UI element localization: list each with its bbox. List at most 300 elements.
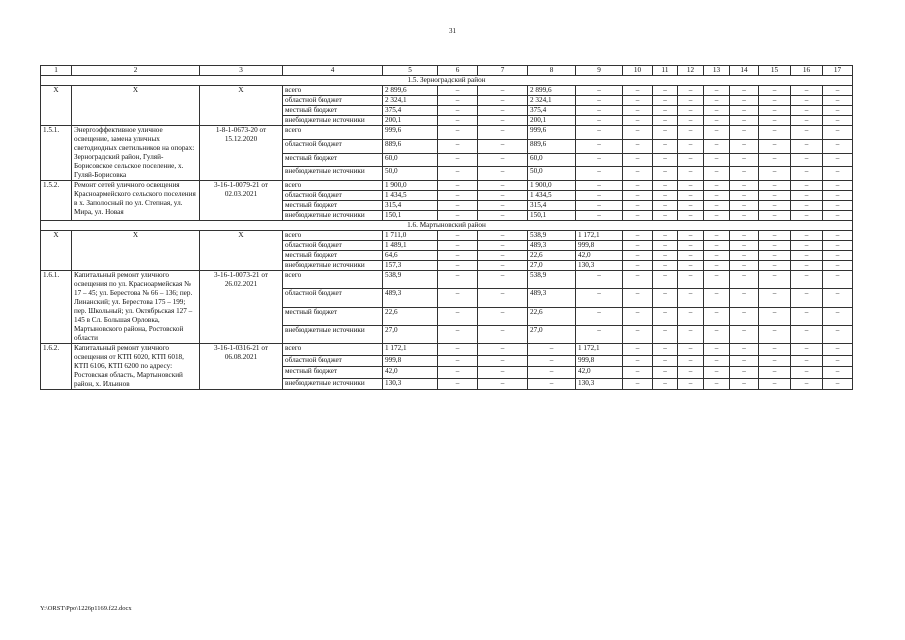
value-cell: –: [678, 289, 704, 307]
value-cell: –: [823, 355, 853, 367]
value-cell: –: [653, 211, 678, 221]
value-cell: –: [704, 289, 730, 307]
value-cell: –: [759, 211, 791, 221]
value-cell: –: [791, 139, 823, 153]
value-cell: –: [576, 289, 623, 307]
value-cell: –: [759, 367, 791, 379]
value-cell: –: [823, 344, 853, 356]
value-cell: –: [438, 96, 478, 106]
value-cell: –: [623, 344, 653, 356]
value-cell: –: [730, 191, 759, 201]
value-cell: –: [791, 325, 823, 343]
value-cell: –: [704, 167, 730, 181]
value-cell: –: [730, 367, 759, 379]
value-cell: –: [478, 126, 528, 140]
value-cell: 1 434,5: [383, 191, 438, 201]
value-cell: –: [623, 261, 653, 271]
column-header: 4: [283, 66, 383, 76]
value-cell: –: [653, 126, 678, 140]
value-cell: –: [678, 355, 704, 367]
column-header: 9: [576, 66, 623, 76]
funding-source: областной бюджет: [283, 139, 383, 153]
column-header: 16: [791, 66, 823, 76]
value-cell: –: [759, 106, 791, 116]
value-cell: –: [704, 261, 730, 271]
value-cell: –: [730, 271, 759, 289]
value-cell: –: [678, 231, 704, 241]
value-cell: –: [653, 139, 678, 153]
item-document: X: [200, 231, 283, 271]
value-cell: –: [653, 289, 678, 307]
value-cell: –: [653, 181, 678, 191]
table-row: [41, 181, 853, 191]
item-name: Капитальный ремонт уличного освещения по ул. Красноармейская № 17 – 45; ул. Берестова № 66 – 136; пер. Линанский; ул. Берестова 175 – 199; пер. Школьный; ул. Октябрьская 127 – 145 в Сл. Большая Орловка, Мартыновского района, Ростовской области: [72, 271, 200, 344]
value-cell: –: [438, 325, 478, 343]
value-cell: –: [823, 211, 853, 221]
column-header: 5: [383, 66, 438, 76]
value-cell: –: [623, 211, 653, 221]
value-cell: –: [730, 261, 759, 271]
value-cell: –: [478, 201, 528, 211]
value-cell: –: [438, 261, 478, 271]
value-cell: –: [478, 307, 528, 325]
value-cell: –: [823, 241, 853, 251]
value-cell: –: [759, 271, 791, 289]
value-cell: 538,9: [528, 271, 576, 289]
value-cell: –: [730, 139, 759, 153]
value-cell: –: [759, 251, 791, 261]
value-cell: –: [704, 271, 730, 289]
value-cell: –: [791, 261, 823, 271]
footer-file-path: Y:\ORST\Ppo\1226p1169.f22.docx: [40, 605, 132, 612]
item-number: 1.6.2.: [41, 344, 72, 390]
value-cell: –: [478, 86, 528, 96]
item-number: 1.5.1.: [41, 126, 72, 181]
value-cell: –: [576, 167, 623, 181]
value-cell: –: [678, 325, 704, 343]
value-cell: 999,8: [383, 355, 438, 367]
value-cell: –: [576, 96, 623, 106]
value-cell: –: [730, 355, 759, 367]
value-cell: –: [759, 231, 791, 241]
value-cell: –: [478, 325, 528, 343]
value-cell: –: [704, 106, 730, 116]
value-cell: –: [653, 201, 678, 211]
page-number: 31: [449, 27, 456, 35]
value-cell: –: [704, 211, 730, 221]
funding-source: внебюджетные источники: [283, 116, 383, 126]
value-cell: 64,6: [383, 251, 438, 261]
value-cell: –: [791, 367, 823, 379]
value-cell: –: [791, 126, 823, 140]
value-cell: –: [623, 231, 653, 241]
funding-table: [40, 65, 853, 390]
value-cell: –: [759, 181, 791, 191]
funding-source: всего: [283, 86, 383, 96]
value-cell: –: [759, 241, 791, 251]
column-header: 12: [678, 66, 704, 76]
value-cell: –: [678, 307, 704, 325]
value-cell: –: [576, 86, 623, 96]
value-cell: –: [678, 106, 704, 116]
item-name: Энергоэффективное уличное освещение, замена уличных светодиодных светильников на опорах: Зерноградский район, Гуляй-Борисовское сельское поселение, х. Гуляй-Борисовка: [72, 126, 200, 181]
value-cell: –: [623, 367, 653, 379]
item-name: X: [72, 86, 200, 126]
funding-source: внебюджетные источники: [283, 325, 383, 343]
value-cell: 999,6: [383, 126, 438, 140]
column-header: 17: [823, 66, 853, 76]
value-cell: –: [653, 231, 678, 241]
value-cell: –: [823, 307, 853, 325]
value-cell: –: [704, 251, 730, 261]
value-cell: –: [438, 367, 478, 379]
value-cell: –: [730, 241, 759, 251]
value-cell: –: [438, 153, 478, 167]
value-cell: –: [653, 96, 678, 106]
column-header: 3: [200, 66, 283, 76]
value-cell: –: [623, 116, 653, 126]
value-cell: 2 899,6: [528, 86, 576, 96]
value-cell: –: [478, 211, 528, 221]
value-cell: 50,0: [383, 167, 438, 181]
value-cell: 200,1: [383, 116, 438, 126]
value-cell: –: [438, 191, 478, 201]
value-cell: –: [730, 126, 759, 140]
value-cell: –: [438, 289, 478, 307]
value-cell: –: [478, 116, 528, 126]
value-cell: –: [623, 191, 653, 201]
column-header: 11: [653, 66, 678, 76]
value-cell: 1 489,1: [383, 241, 438, 251]
item-number: X: [41, 231, 72, 271]
value-cell: –: [704, 96, 730, 106]
table-body: [41, 66, 853, 390]
funding-source: всего: [283, 271, 383, 289]
value-cell: 22,6: [383, 307, 438, 325]
value-cell: –: [823, 325, 853, 343]
table-row: [41, 344, 853, 356]
value-cell: –: [823, 367, 853, 379]
value-cell: –: [730, 378, 759, 390]
value-cell: –: [704, 355, 730, 367]
item-number: 1.6.1.: [41, 271, 72, 344]
value-cell: 489,3: [383, 289, 438, 307]
item-document: 1-8-1-0673-20 от 15.12.2020: [200, 126, 283, 181]
value-cell: –: [678, 139, 704, 153]
value-cell: 1 900,0: [528, 181, 576, 191]
value-cell: –: [704, 241, 730, 251]
value-cell: –: [623, 355, 653, 367]
value-cell: –: [791, 191, 823, 201]
value-cell: –: [759, 261, 791, 271]
value-cell: –: [791, 106, 823, 116]
value-cell: –: [730, 307, 759, 325]
value-cell: –: [576, 139, 623, 153]
value-cell: –: [823, 378, 853, 390]
value-cell: –: [653, 153, 678, 167]
value-cell: –: [678, 367, 704, 379]
value-cell: 42,0: [576, 367, 623, 379]
value-cell: –: [478, 367, 528, 379]
column-header: 14: [730, 66, 759, 76]
value-cell: –: [791, 96, 823, 106]
column-header: 7: [478, 66, 528, 76]
value-cell: –: [704, 344, 730, 356]
value-cell: –: [576, 126, 623, 140]
column-header: 2: [72, 66, 200, 76]
value-cell: –: [730, 86, 759, 96]
value-cell: –: [576, 106, 623, 116]
value-cell: –: [576, 181, 623, 191]
value-cell: –: [576, 153, 623, 167]
value-cell: –: [678, 261, 704, 271]
value-cell: 2 899,6: [383, 86, 438, 96]
value-cell: 130,3: [576, 261, 623, 271]
item-document: 3-16-1-0316-21 от 06.08.2021: [200, 344, 283, 390]
value-cell: –: [478, 241, 528, 251]
value-cell: –: [791, 167, 823, 181]
value-cell: –: [823, 191, 853, 201]
value-cell: 889,6: [528, 139, 576, 153]
value-cell: –: [823, 231, 853, 241]
value-cell: –: [653, 378, 678, 390]
value-cell: –: [759, 116, 791, 126]
value-cell: –: [653, 251, 678, 261]
funding-source: местный бюджет: [283, 106, 383, 116]
value-cell: 489,3: [528, 241, 576, 251]
value-cell: –: [528, 378, 576, 390]
value-cell: –: [528, 344, 576, 356]
value-cell: 538,9: [383, 271, 438, 289]
value-cell: –: [678, 251, 704, 261]
value-cell: –: [528, 367, 576, 379]
value-cell: –: [653, 355, 678, 367]
value-cell: –: [438, 181, 478, 191]
funding-source: внебюджетные источники: [283, 261, 383, 271]
section-row: [41, 76, 853, 86]
value-cell: –: [704, 307, 730, 325]
value-cell: –: [623, 86, 653, 96]
value-cell: –: [623, 181, 653, 191]
value-cell: –: [438, 251, 478, 261]
value-cell: –: [623, 106, 653, 116]
value-cell: –: [730, 106, 759, 116]
value-cell: 1 434,5: [528, 191, 576, 201]
value-cell: –: [823, 167, 853, 181]
value-cell: –: [678, 201, 704, 211]
value-cell: –: [623, 289, 653, 307]
value-cell: 150,1: [383, 211, 438, 221]
value-cell: –: [823, 139, 853, 153]
column-header: 15: [759, 66, 791, 76]
value-cell: –: [478, 344, 528, 356]
value-cell: –: [653, 167, 678, 181]
value-cell: –: [730, 153, 759, 167]
value-cell: –: [576, 116, 623, 126]
value-cell: –: [730, 181, 759, 191]
value-cell: –: [759, 201, 791, 211]
value-cell: –: [759, 307, 791, 325]
value-cell: –: [623, 251, 653, 261]
value-cell: –: [478, 153, 528, 167]
value-cell: –: [759, 355, 791, 367]
value-cell: –: [438, 271, 478, 289]
value-cell: 157,3: [383, 261, 438, 271]
value-cell: –: [791, 231, 823, 241]
value-cell: –: [759, 86, 791, 96]
table-row: [41, 126, 853, 140]
funding-source: областной бюджет: [283, 96, 383, 106]
value-cell: –: [678, 344, 704, 356]
value-cell: –: [576, 191, 623, 201]
funding-source: внебюджетные источники: [283, 167, 383, 181]
value-cell: 22,6: [528, 251, 576, 261]
value-cell: –: [759, 126, 791, 140]
value-cell: –: [759, 289, 791, 307]
value-cell: –: [791, 86, 823, 96]
value-cell: –: [759, 378, 791, 390]
value-cell: –: [478, 167, 528, 181]
value-cell: –: [791, 211, 823, 221]
value-cell: 42,0: [383, 367, 438, 379]
funding-source: областной бюджет: [283, 241, 383, 251]
value-cell: –: [623, 307, 653, 325]
item-document: 3-16-1-0079-21 от 02.03.2021: [200, 181, 283, 221]
value-cell: –: [438, 139, 478, 153]
item-document: 3-16-1-0073-21 от 26.02.2021: [200, 271, 283, 344]
value-cell: –: [678, 116, 704, 126]
value-cell: –: [623, 241, 653, 251]
value-cell: –: [438, 106, 478, 116]
value-cell: –: [759, 325, 791, 343]
value-cell: –: [678, 241, 704, 251]
value-cell: 999,8: [576, 241, 623, 251]
value-cell: –: [823, 153, 853, 167]
funding-source: всего: [283, 344, 383, 356]
item-name: X: [72, 231, 200, 271]
value-cell: –: [478, 271, 528, 289]
value-cell: –: [791, 241, 823, 251]
value-cell: –: [704, 191, 730, 201]
value-cell: –: [438, 378, 478, 390]
value-cell: –: [653, 367, 678, 379]
value-cell: –: [438, 231, 478, 241]
value-cell: –: [759, 167, 791, 181]
funding-source: внебюджетные источники: [283, 211, 383, 221]
value-cell: –: [730, 344, 759, 356]
value-cell: 60,0: [528, 153, 576, 167]
value-cell: –: [678, 86, 704, 96]
value-cell: 50,0: [528, 167, 576, 181]
value-cell: 1 172,1: [576, 344, 623, 356]
column-header: 1: [41, 66, 72, 76]
value-cell: –: [478, 96, 528, 106]
funding-source: местный бюджет: [283, 307, 383, 325]
column-header: 10: [623, 66, 653, 76]
column-header: 13: [704, 66, 730, 76]
value-cell: –: [438, 344, 478, 356]
value-cell: –: [759, 191, 791, 201]
value-cell: –: [576, 271, 623, 289]
value-cell: –: [730, 231, 759, 241]
value-cell: –: [653, 241, 678, 251]
funding-source: местный бюджет: [283, 153, 383, 167]
value-cell: –: [730, 201, 759, 211]
value-cell: 60,0: [383, 153, 438, 167]
value-cell: –: [730, 167, 759, 181]
value-cell: –: [653, 344, 678, 356]
section-title: 1.6. Мартыновский район: [41, 221, 853, 231]
value-cell: –: [478, 191, 528, 201]
value-cell: –: [576, 211, 623, 221]
value-cell: 130,3: [576, 378, 623, 390]
value-cell: –: [791, 289, 823, 307]
funding-source: всего: [283, 181, 383, 191]
value-cell: 22,6: [528, 307, 576, 325]
value-cell: –: [528, 355, 576, 367]
value-cell: 2 324,1: [528, 96, 576, 106]
section-row: [41, 221, 853, 231]
value-cell: –: [730, 289, 759, 307]
value-cell: 130,3: [383, 378, 438, 390]
value-cell: 375,4: [528, 106, 576, 116]
value-cell: 1 900,0: [383, 181, 438, 191]
value-cell: –: [823, 126, 853, 140]
funding-source: внебюджетные источники: [283, 378, 383, 390]
value-cell: –: [576, 201, 623, 211]
value-cell: –: [823, 86, 853, 96]
value-cell: –: [704, 126, 730, 140]
value-cell: –: [623, 96, 653, 106]
value-cell: –: [704, 86, 730, 96]
value-cell: –: [678, 96, 704, 106]
value-cell: –: [823, 289, 853, 307]
value-cell: –: [791, 355, 823, 367]
value-cell: –: [791, 116, 823, 126]
value-cell: 999,6: [528, 126, 576, 140]
column-header: 6: [438, 66, 478, 76]
value-cell: –: [704, 139, 730, 153]
value-cell: –: [791, 201, 823, 211]
value-cell: –: [678, 191, 704, 201]
value-cell: –: [653, 307, 678, 325]
value-cell: –: [623, 325, 653, 343]
value-cell: –: [704, 325, 730, 343]
item-number: X: [41, 86, 72, 126]
value-cell: 27,0: [528, 261, 576, 271]
value-cell: 2 324,1: [383, 96, 438, 106]
value-cell: –: [438, 126, 478, 140]
value-cell: –: [823, 106, 853, 116]
value-cell: –: [438, 86, 478, 96]
funding-source: местный бюджет: [283, 251, 383, 261]
value-cell: –: [678, 378, 704, 390]
value-cell: 999,8: [576, 355, 623, 367]
value-cell: –: [653, 191, 678, 201]
value-cell: –: [478, 261, 528, 271]
value-cell: –: [704, 116, 730, 126]
value-cell: 538,9: [528, 231, 576, 241]
value-cell: 200,1: [528, 116, 576, 126]
value-cell: –: [791, 307, 823, 325]
value-cell: 150,1: [528, 211, 576, 221]
value-cell: –: [791, 378, 823, 390]
value-cell: –: [823, 201, 853, 211]
value-cell: 27,0: [383, 325, 438, 343]
value-cell: –: [678, 167, 704, 181]
value-cell: –: [438, 211, 478, 221]
value-cell: –: [730, 116, 759, 126]
